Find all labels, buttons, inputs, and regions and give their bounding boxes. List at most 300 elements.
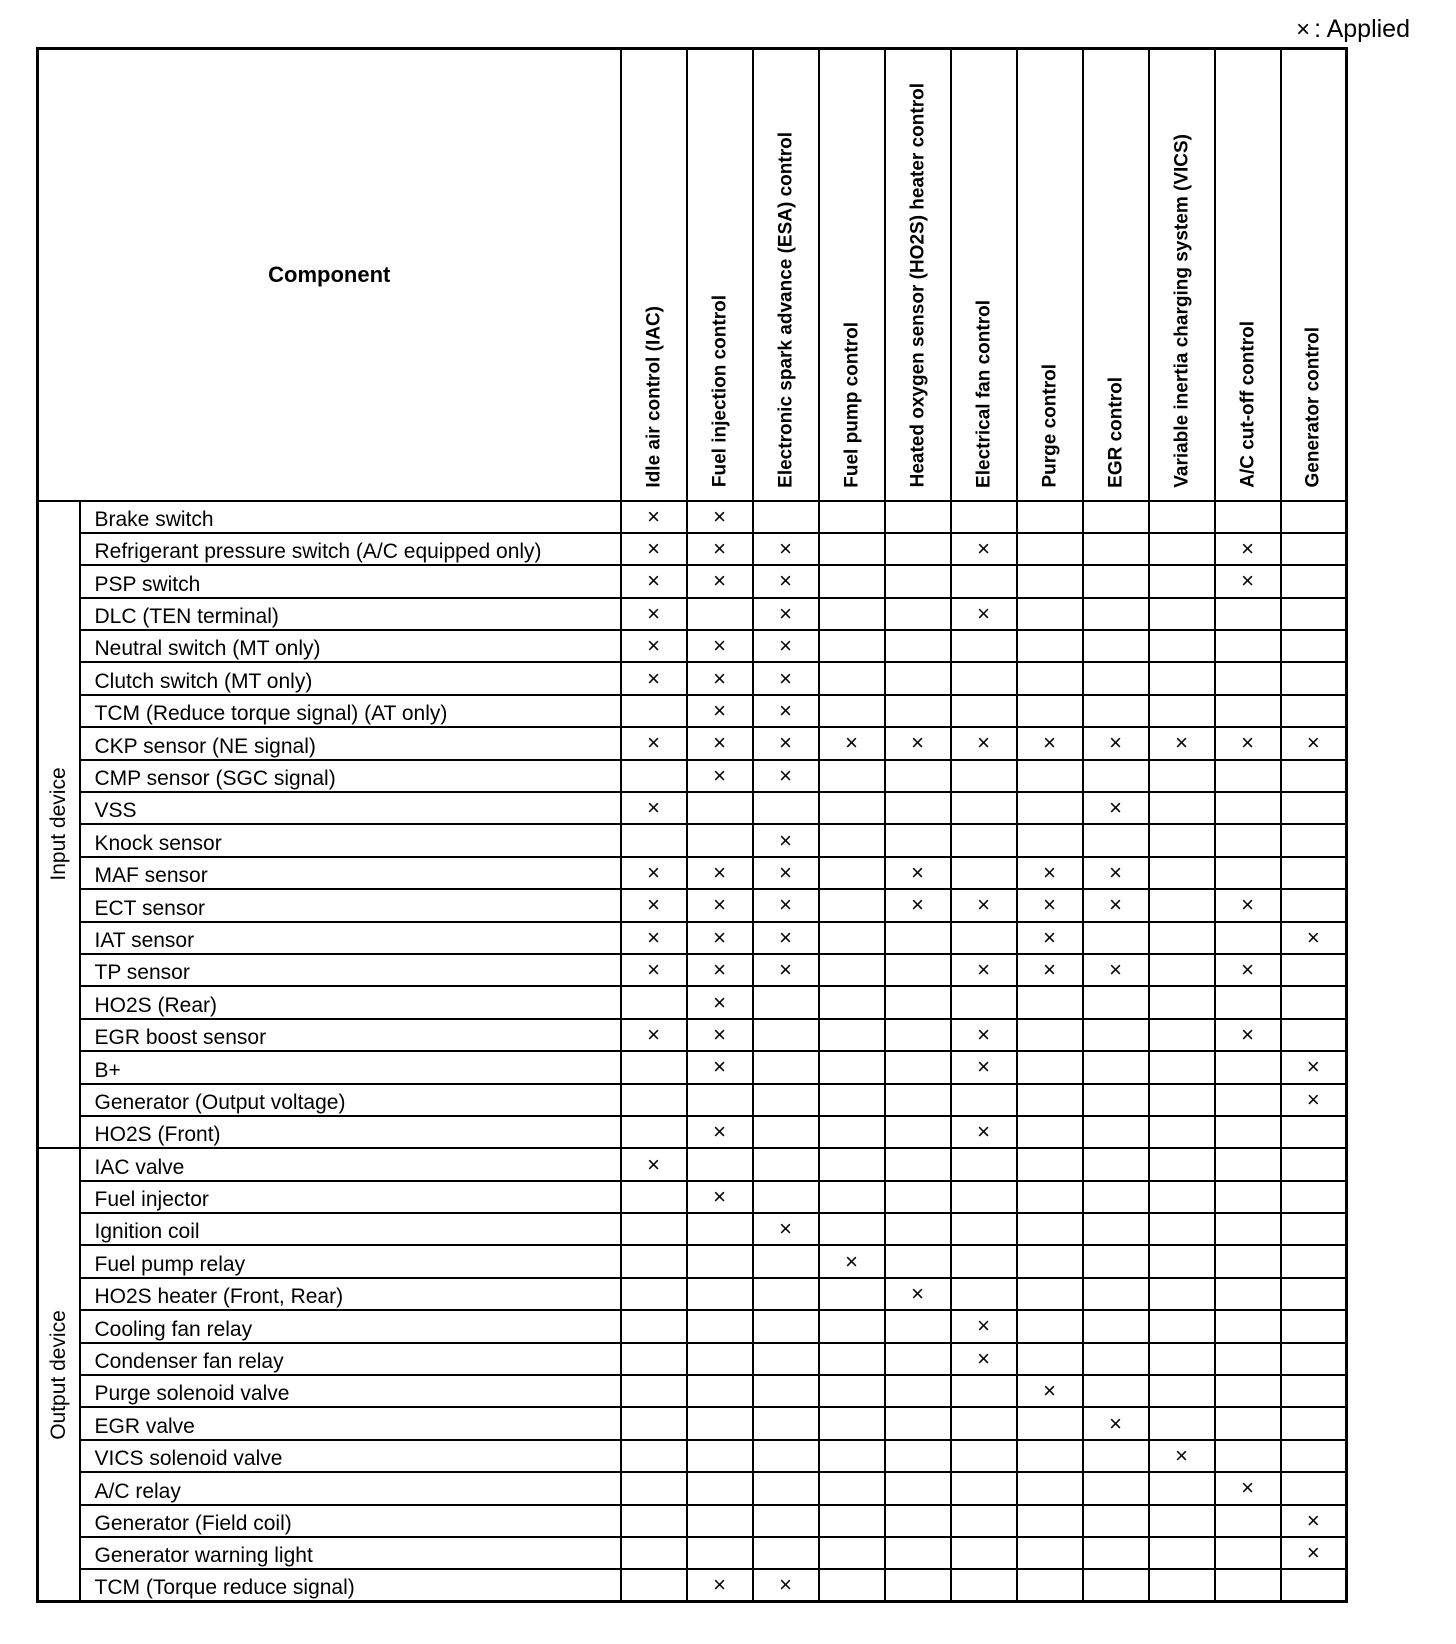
- empty-cell: [1083, 1213, 1149, 1245]
- empty-cell: [1083, 630, 1149, 662]
- empty-cell: [819, 1407, 885, 1439]
- applied-mark: ×: [1281, 922, 1347, 954]
- empty-cell: [621, 1278, 687, 1310]
- column-header-label: Variable inertia charging system (VICS): [1171, 133, 1192, 488]
- empty-cell: [1149, 857, 1215, 889]
- empty-cell: [1083, 1181, 1149, 1213]
- empty-cell: [753, 1343, 819, 1375]
- applied-mark: ×: [951, 1051, 1017, 1083]
- empty-cell: [1215, 1310, 1281, 1342]
- component-name: IAT sensor: [80, 922, 621, 954]
- empty-cell: [1083, 1051, 1149, 1083]
- empty-cell: [1149, 662, 1215, 694]
- component-name: HO2S heater (Front, Rear): [80, 1278, 621, 1310]
- table-row: [38, 727, 1347, 759]
- empty-cell: [753, 1051, 819, 1083]
- empty-cell: [1149, 1472, 1215, 1504]
- empty-cell: [1281, 1245, 1347, 1277]
- applied-mark: ×: [951, 1116, 1017, 1148]
- column-header: [1215, 49, 1281, 501]
- empty-cell: [1215, 824, 1281, 856]
- empty-cell: [885, 986, 951, 1018]
- empty-cell: [885, 1537, 951, 1569]
- applied-mark: ×: [951, 1343, 1017, 1375]
- table-row: [38, 1505, 1347, 1537]
- empty-cell: [1017, 1537, 1083, 1569]
- empty-cell: [687, 1213, 753, 1245]
- empty-cell: [819, 1084, 885, 1116]
- empty-cell: [621, 1116, 687, 1148]
- applied-mark: ×: [885, 727, 951, 759]
- applied-mark: ×: [951, 1310, 1017, 1342]
- empty-cell: [1149, 1084, 1215, 1116]
- table-row: [38, 1343, 1347, 1375]
- empty-cell: [1017, 1181, 1083, 1213]
- empty-cell: [1083, 824, 1149, 856]
- empty-cell: [1281, 1375, 1347, 1407]
- legend: [1280, 14, 1410, 45]
- empty-cell: [1281, 1569, 1347, 1601]
- applied-mark: ×: [1083, 857, 1149, 889]
- table-row: [38, 857, 1347, 889]
- empty-cell: [1215, 1278, 1281, 1310]
- empty-cell: [1215, 1213, 1281, 1245]
- applied-mark: ×: [753, 565, 819, 597]
- applied-mark: ×: [1083, 1407, 1149, 1439]
- empty-cell: [819, 1472, 885, 1504]
- applied-mark: ×: [819, 727, 885, 759]
- column-header-label: A/C cut-off control: [1237, 320, 1258, 488]
- empty-cell: [1281, 565, 1347, 597]
- empty-cell: [951, 501, 1017, 533]
- empty-cell: [1281, 630, 1347, 662]
- empty-cell: [1149, 695, 1215, 727]
- empty-cell: [951, 1537, 1017, 1569]
- empty-cell: [1215, 760, 1281, 792]
- applied-mark: ×: [1017, 1375, 1083, 1407]
- empty-cell: [753, 1084, 819, 1116]
- empty-cell: [1017, 1310, 1083, 1342]
- applied-mark: ×: [687, 533, 753, 565]
- empty-cell: [1215, 1245, 1281, 1277]
- empty-cell: [1215, 1148, 1281, 1180]
- empty-cell: [621, 1343, 687, 1375]
- column-header-label: Generator control: [1302, 327, 1324, 488]
- empty-cell: [885, 1375, 951, 1407]
- empty-cell: [1281, 857, 1347, 889]
- component-name: Generator (Field coil): [80, 1505, 621, 1537]
- applied-mark: ×: [885, 889, 951, 921]
- empty-cell: [951, 1407, 1017, 1439]
- empty-cell: [951, 1148, 1017, 1180]
- component-name: HO2S (Front): [80, 1116, 621, 1148]
- table-row: [38, 1181, 1347, 1213]
- component-name: Refrigerant pressure switch (A/C equipped only): [80, 533, 621, 565]
- component-name: TCM (Torque reduce signal): [80, 1569, 621, 1601]
- component-name: HO2S (Rear): [80, 986, 621, 1018]
- table-row: [38, 986, 1347, 1018]
- empty-cell: [621, 1440, 687, 1472]
- empty-cell: [621, 824, 687, 856]
- empty-cell: [951, 986, 1017, 1018]
- applied-mark: ×: [687, 501, 753, 533]
- applied-mark: ×: [753, 954, 819, 986]
- table-row: [38, 1084, 1347, 1116]
- empty-cell: [819, 922, 885, 954]
- empty-cell: [1083, 1472, 1149, 1504]
- empty-cell: [1083, 1505, 1149, 1537]
- empty-cell: [621, 1569, 687, 1601]
- empty-cell: [1017, 824, 1083, 856]
- empty-cell: [1083, 1310, 1149, 1342]
- applied-mark: ×: [687, 1181, 753, 1213]
- empty-cell: [1149, 1537, 1215, 1569]
- empty-cell: [819, 630, 885, 662]
- empty-cell: [1083, 1278, 1149, 1310]
- empty-cell: [687, 1148, 753, 1180]
- applied-mark: ×: [753, 630, 819, 662]
- empty-cell: [951, 857, 1017, 889]
- empty-cell: [885, 1148, 951, 1180]
- empty-cell: [1281, 533, 1347, 565]
- applied-mark: ×: [687, 954, 753, 986]
- empty-cell: [1149, 1505, 1215, 1537]
- empty-cell: [885, 1019, 951, 1051]
- empty-cell: [1083, 598, 1149, 630]
- empty-cell: [1017, 533, 1083, 565]
- applied-mark: ×: [753, 727, 819, 759]
- applied-mark: ×: [621, 792, 687, 824]
- applied-mark: ×: [1215, 727, 1281, 759]
- table-row: [38, 565, 1347, 597]
- empty-cell: [1149, 1019, 1215, 1051]
- empty-cell: [753, 1245, 819, 1277]
- applied-mark: ×: [1017, 727, 1083, 759]
- applied-mark: ×: [687, 662, 753, 694]
- table-row: [38, 792, 1347, 824]
- applied-mark: ×: [687, 565, 753, 597]
- empty-cell: [1281, 760, 1347, 792]
- table-row: [38, 1019, 1347, 1051]
- empty-cell: [885, 1343, 951, 1375]
- empty-cell: [1017, 1051, 1083, 1083]
- empty-cell: [1149, 1278, 1215, 1310]
- empty-cell: [819, 1343, 885, 1375]
- column-header: [1149, 49, 1215, 501]
- empty-cell: [1017, 1213, 1083, 1245]
- applied-mark: ×: [1281, 1084, 1347, 1116]
- empty-cell: [951, 1213, 1017, 1245]
- empty-cell: [753, 1440, 819, 1472]
- column-header: [1083, 49, 1149, 501]
- empty-cell: [1281, 954, 1347, 986]
- empty-cell: [1017, 630, 1083, 662]
- table-row: [38, 598, 1347, 630]
- empty-cell: [819, 1278, 885, 1310]
- column-header-label: Idle air control (IAC): [643, 305, 664, 488]
- empty-cell: [951, 695, 1017, 727]
- table-row: [38, 1051, 1347, 1083]
- applied-mark: ×: [951, 533, 1017, 565]
- table-row: [38, 1245, 1347, 1277]
- empty-cell: [1083, 565, 1149, 597]
- column-header: [687, 49, 753, 501]
- applied-mark: ×: [621, 630, 687, 662]
- empty-cell: [1149, 1148, 1215, 1180]
- empty-cell: [1149, 760, 1215, 792]
- empty-cell: [1215, 662, 1281, 694]
- applied-mark: ×: [1083, 792, 1149, 824]
- applied-mark: ×: [951, 1019, 1017, 1051]
- component-control-matrix: [36, 47, 1348, 1603]
- empty-cell: [951, 1505, 1017, 1537]
- empty-cell: [819, 1116, 885, 1148]
- applied-mark: ×: [1281, 1537, 1347, 1569]
- applied-mark: ×: [951, 889, 1017, 921]
- empty-cell: [885, 1440, 951, 1472]
- empty-cell: [885, 1213, 951, 1245]
- empty-cell: [687, 1343, 753, 1375]
- applied-mark: ×: [1215, 889, 1281, 921]
- empty-cell: [1083, 1245, 1149, 1277]
- empty-cell: [687, 1245, 753, 1277]
- empty-cell: [1215, 501, 1281, 533]
- empty-cell: [1083, 1343, 1149, 1375]
- empty-cell: [951, 1278, 1017, 1310]
- empty-cell: [1149, 1407, 1215, 1439]
- empty-cell: [1017, 1407, 1083, 1439]
- empty-cell: [1083, 986, 1149, 1018]
- component-name: A/C relay: [80, 1472, 621, 1504]
- component-name: TCM (Reduce torque signal) (AT only): [80, 695, 621, 727]
- table-row: [38, 824, 1347, 856]
- empty-cell: [951, 760, 1017, 792]
- empty-cell: [885, 922, 951, 954]
- empty-cell: [753, 1375, 819, 1407]
- applied-mark: ×: [621, 598, 687, 630]
- column-header-label: Fuel pump control: [841, 321, 862, 488]
- component-header: Component: [38, 49, 621, 501]
- applied-mark: ×: [687, 986, 753, 1018]
- empty-cell: [1149, 922, 1215, 954]
- group-label: Output device: [46, 1310, 70, 1440]
- empty-cell: [819, 824, 885, 856]
- group-label: Input device: [46, 767, 70, 882]
- applied-mark: ×: [687, 1019, 753, 1051]
- empty-cell: [1017, 1343, 1083, 1375]
- group-label-cell: [38, 501, 80, 1149]
- empty-cell: [1215, 1116, 1281, 1148]
- table-row: [38, 1310, 1347, 1342]
- empty-cell: [1017, 792, 1083, 824]
- empty-cell: [621, 1213, 687, 1245]
- applied-mark: ×: [1149, 1440, 1215, 1472]
- empty-cell: [1149, 501, 1215, 533]
- empty-cell: [1083, 1084, 1149, 1116]
- applied-mark: ×: [951, 954, 1017, 986]
- empty-cell: [621, 986, 687, 1018]
- empty-cell: [753, 986, 819, 1018]
- empty-cell: [1281, 598, 1347, 630]
- table-row: [38, 889, 1347, 921]
- empty-cell: [885, 1084, 951, 1116]
- empty-cell: [885, 824, 951, 856]
- empty-cell: [819, 533, 885, 565]
- empty-cell: [1149, 1569, 1215, 1601]
- empty-cell: [819, 1569, 885, 1601]
- empty-cell: [819, 1213, 885, 1245]
- component-name: B+: [80, 1051, 621, 1083]
- empty-cell: [1017, 565, 1083, 597]
- table-row: [38, 1537, 1347, 1569]
- empty-cell: [1281, 889, 1347, 921]
- component-name: CKP sensor (NE signal): [80, 727, 621, 759]
- component-name: VSS: [80, 792, 621, 824]
- applied-mark: ×: [1215, 1472, 1281, 1504]
- empty-cell: [687, 1472, 753, 1504]
- empty-cell: [1083, 1116, 1149, 1148]
- applied-mark: ×: [753, 857, 819, 889]
- empty-cell: [753, 1472, 819, 1504]
- empty-cell: [1083, 501, 1149, 533]
- empty-cell: [885, 792, 951, 824]
- component-name: MAF sensor: [80, 857, 621, 889]
- applied-mark: ×: [687, 760, 753, 792]
- empty-cell: [819, 1181, 885, 1213]
- empty-cell: [885, 565, 951, 597]
- empty-cell: [1149, 565, 1215, 597]
- applied-mark: ×: [687, 1569, 753, 1601]
- empty-cell: [951, 1472, 1017, 1504]
- empty-cell: [1215, 1051, 1281, 1083]
- applied-mark: ×: [1083, 889, 1149, 921]
- empty-cell: [951, 630, 1017, 662]
- applied-mark: ×: [1083, 954, 1149, 986]
- empty-cell: [1215, 986, 1281, 1018]
- empty-cell: [1149, 1181, 1215, 1213]
- empty-cell: [1149, 824, 1215, 856]
- empty-cell: [1281, 1148, 1347, 1180]
- column-header: [819, 49, 885, 501]
- table-row: [38, 501, 1347, 533]
- component-name: TP sensor: [80, 954, 621, 986]
- empty-cell: [1215, 1537, 1281, 1569]
- empty-cell: [1149, 533, 1215, 565]
- applied-mark: ×: [687, 695, 753, 727]
- applied-mark: ×: [621, 1148, 687, 1180]
- applied-mark: ×: [621, 954, 687, 986]
- empty-cell: [1149, 1116, 1215, 1148]
- empty-cell: [951, 922, 1017, 954]
- empty-cell: [1281, 501, 1347, 533]
- empty-cell: [885, 1407, 951, 1439]
- table-row: [38, 760, 1347, 792]
- empty-cell: [1083, 662, 1149, 694]
- empty-cell: [885, 954, 951, 986]
- applied-mark: ×: [1215, 1019, 1281, 1051]
- empty-cell: [687, 1278, 753, 1310]
- empty-cell: [1017, 1084, 1083, 1116]
- applied-mark: ×: [753, 695, 819, 727]
- empty-cell: [1281, 792, 1347, 824]
- empty-cell: [1215, 1407, 1281, 1439]
- component-name: Cooling fan relay: [80, 1310, 621, 1342]
- empty-cell: [687, 598, 753, 630]
- empty-cell: [1083, 1569, 1149, 1601]
- applied-mark: ×: [621, 922, 687, 954]
- table-row: [38, 954, 1347, 986]
- empty-cell: [885, 1472, 951, 1504]
- empty-cell: [1149, 889, 1215, 921]
- component-name: Brake switch: [80, 501, 621, 533]
- component-name: Condenser fan relay: [80, 1343, 621, 1375]
- applied-mark: ×: [621, 727, 687, 759]
- applied-mark: ×: [885, 1278, 951, 1310]
- empty-cell: [621, 1407, 687, 1439]
- empty-cell: [753, 1116, 819, 1148]
- applied-mark: ×: [1215, 954, 1281, 986]
- empty-cell: [819, 986, 885, 1018]
- empty-cell: [1215, 695, 1281, 727]
- empty-cell: [1017, 695, 1083, 727]
- applied-mark: ×: [951, 727, 1017, 759]
- empty-cell: [1215, 630, 1281, 662]
- component-name: Clutch switch (MT only): [80, 662, 621, 694]
- empty-cell: [1281, 1181, 1347, 1213]
- empty-cell: [621, 1084, 687, 1116]
- empty-cell: [885, 501, 951, 533]
- empty-cell: [1281, 1472, 1347, 1504]
- applied-mark: ×: [687, 1051, 753, 1083]
- column-header-label: Electrical fan control: [973, 299, 994, 488]
- table-row: [38, 1407, 1347, 1439]
- empty-cell: [819, 1505, 885, 1537]
- empty-cell: [687, 1407, 753, 1439]
- applied-mark: ×: [687, 727, 753, 759]
- component-name: EGR valve: [80, 1407, 621, 1439]
- empty-cell: [819, 1375, 885, 1407]
- applied-mark: ×: [1215, 533, 1281, 565]
- empty-cell: [1215, 922, 1281, 954]
- empty-cell: [621, 1051, 687, 1083]
- empty-cell: [753, 1148, 819, 1180]
- empty-cell: [819, 1310, 885, 1342]
- empty-cell: [621, 1245, 687, 1277]
- empty-cell: [1017, 1505, 1083, 1537]
- applied-mark: ×: [1281, 1051, 1347, 1083]
- empty-cell: [885, 1310, 951, 1342]
- empty-cell: [1017, 760, 1083, 792]
- empty-cell: [951, 1181, 1017, 1213]
- component-name: Neutral switch (MT only): [80, 630, 621, 662]
- empty-cell: [1083, 1019, 1149, 1051]
- empty-cell: [885, 1245, 951, 1277]
- empty-cell: [885, 1569, 951, 1601]
- table-row: [38, 695, 1347, 727]
- empty-cell: [753, 1181, 819, 1213]
- empty-cell: [1017, 598, 1083, 630]
- table-row: [38, 1148, 1347, 1180]
- empty-cell: [951, 1440, 1017, 1472]
- component-name: Generator warning light: [80, 1537, 621, 1569]
- component-name: Purge solenoid valve: [80, 1375, 621, 1407]
- empty-cell: [687, 1310, 753, 1342]
- empty-cell: [819, 1440, 885, 1472]
- table-row: [38, 1569, 1347, 1601]
- empty-cell: [1083, 760, 1149, 792]
- empty-cell: [1281, 1310, 1347, 1342]
- empty-cell: [621, 760, 687, 792]
